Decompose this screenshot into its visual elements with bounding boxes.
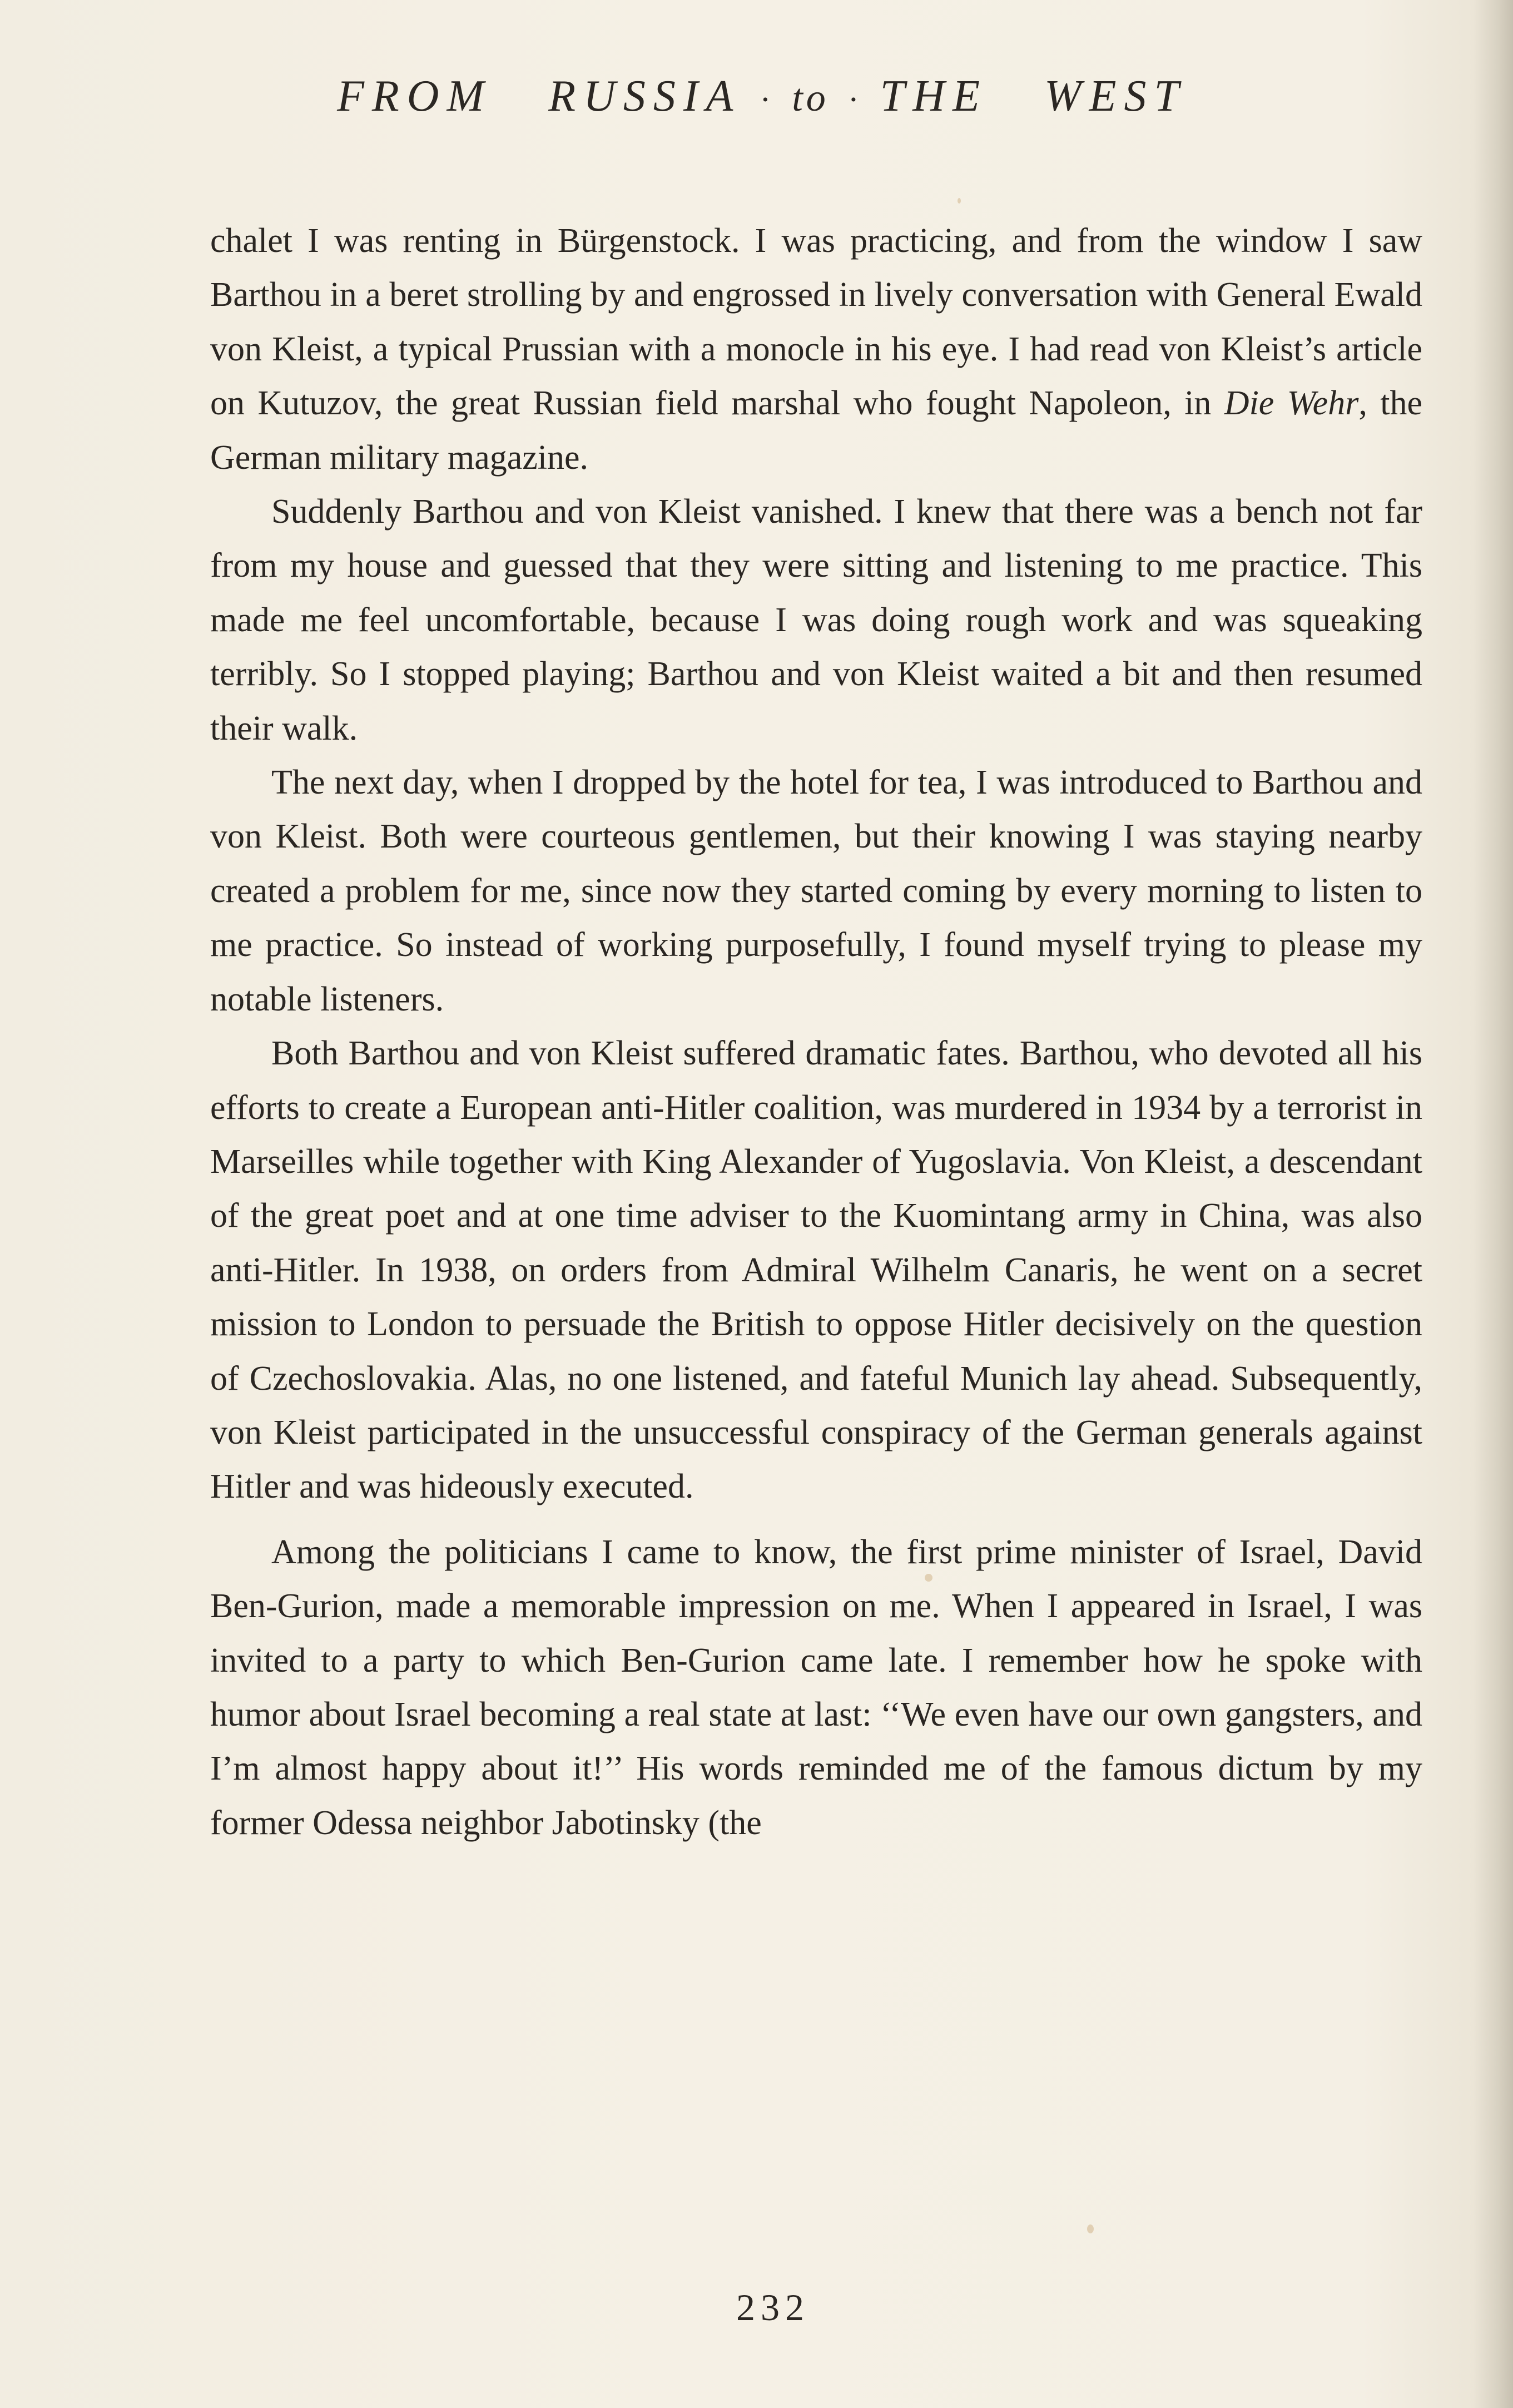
paragraph-5: Among the politicians I came to know, the first prime minister of Israel, David Ben-Gurion, made a memorable impression on me. When I appeared in Israel, I was invited to a party to which Ben-Gurion came late. I remember how he spoke with humor about Israel becoming a real state at last: ‘‘We even have our own gangsters, and I’m almost happy about it!’’ His words reminded me of the famous dictum by my former Odessa neighbor Jabotinsky (the <box>210 1533 1422 1842</box>
paragraph-1 <box>210 214 1422 485</box>
paragraph-1-end: , the German military magazine. <box>210 384 1422 477</box>
magazine-title: Die Wehr <box>1224 384 1359 423</box>
page-edge-shadow <box>1474 0 1513 2408</box>
paragraph-1-text: chalet I was renting in Bürgenstock. I was practicing, and from the window I saw Barthou in a beret strolling by and engrossed in lively conversation with General Ewald von Kleist, a typical Prussian with a monocle in his eye. I had read von Kleist’s article on Kutuzov, the great Russian field marshal who fought Napoleon, in <box>210 222 1422 423</box>
running-head-west: WEST <box>1044 72 1187 121</box>
running-head-russia: RUSSIA <box>548 72 741 121</box>
page-number: 232 <box>736 2286 810 2328</box>
paragraph-3: The next day, when I dropped by the hotel for tea, I was introduced to Barthou and von Kleist. Both were courteous gentlemen, but their knowing I was staying nearby created a problem for me, since now they started coming by every morning to listen to me practice. So instead of working purposefully, I found myself trying to please my notable listeners. <box>210 764 1422 1018</box>
running-head-to: to <box>792 77 829 120</box>
paragraph-2: Suddenly Barthou and von Kleist vanished. I knew that there was a bench not far from my house and guessed that they were sitting and listening to me practice. This made me feel uncomfortable, because I was doing rough work and was squeaking terribly. So I stopped playing; Barthou and von Kleist waited a bit and then resumed their walk. <box>210 493 1422 747</box>
running-head-the: THE <box>880 72 988 121</box>
body-text <box>210 214 1422 1850</box>
running-head-separator-2: · <box>847 81 861 118</box>
running-head-separator: · <box>760 81 773 118</box>
paragraph-4: Both Barthou and von Kleist suffered dramatic fates. Barthou, who devoted all his efforts to create a European anti-Hitler coalition, was murdered in 1934 by a terrorist in Marseilles while together with King Alexander of Yugoslavia. Von Kleist, a descendant of the great poet and at one time adviser to the Kuomintang army in China, was also anti-Hitler. In 1938, on orders from Admiral Wilhelm Canaris, he went on a secret mission to London to persuade the British to oppose Hitler decisively on the question of Czechoslovakia. Alas, no one listened, and fateful Munich lay ahead. Subsequently, von Kleist participated in the unsuccessful conspiracy of the German generals against Hitler and was hideously executed. <box>210 1034 1422 1506</box>
running-head-from: FROM <box>337 72 492 121</box>
paper-speck <box>958 198 961 204</box>
paper-speck <box>1087 2224 1094 2233</box>
paper-speck <box>925 1574 932 1582</box>
running-head <box>211 71 1312 122</box>
